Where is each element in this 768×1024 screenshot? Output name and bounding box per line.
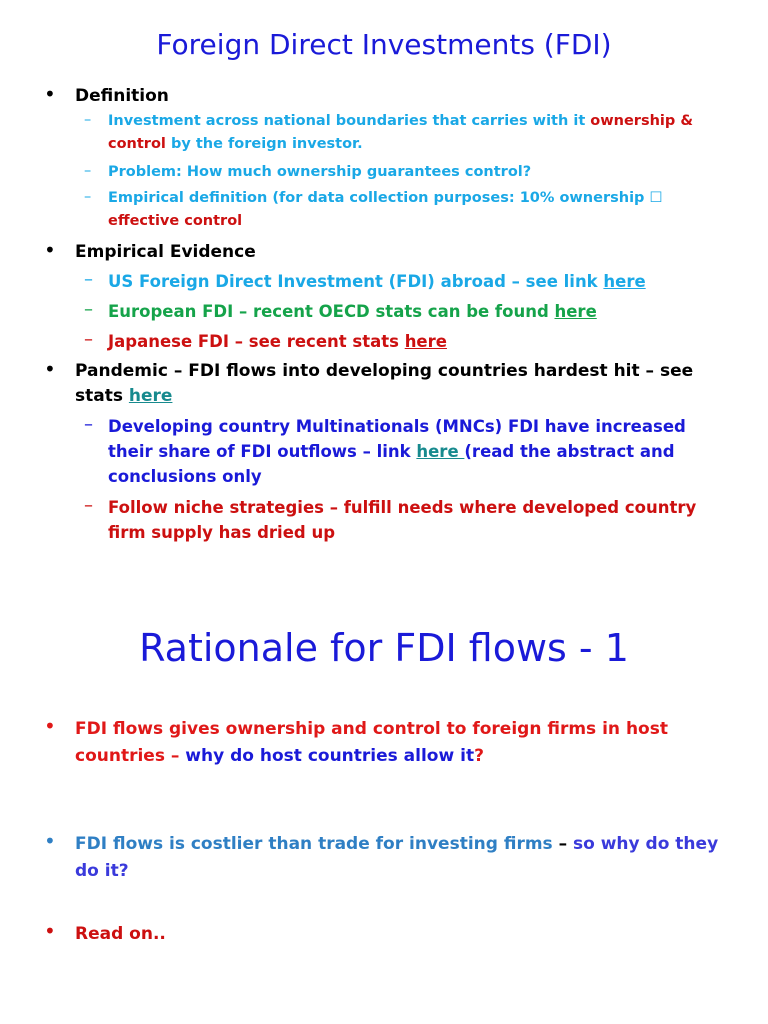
- sub-bullet-us-fdi: [84, 269, 724, 294]
- sub-bullet-text: by the foreign investor.: [165, 136, 363, 152]
- bullet-dot: •: [44, 82, 56, 106]
- sub-bullet-european-fdi: [84, 299, 724, 324]
- sub-bullet-text: US Foreign Direct Investment (FDI) abroad – see link: [108, 272, 604, 291]
- question-mark: ?: [474, 746, 484, 766]
- slide-rationale: [0, 560, 768, 1024]
- bullet-empirical-evidence: [44, 240, 734, 265]
- bullet-dot: •: [44, 238, 56, 262]
- slide-title: Foreign Direct Investments (FDI): [156, 28, 612, 61]
- emphasis-text: ownership & control: [108, 113, 693, 152]
- sub-bullet-problem: [84, 161, 724, 184]
- sub-bullet-dash: –: [84, 112, 92, 128]
- bullet-read-on: [44, 921, 734, 948]
- here-link[interactable]: here: [554, 302, 597, 321]
- bullet-costlier-than-trade: [44, 831, 734, 885]
- bullet-definition: [44, 84, 734, 109]
- here-link[interactable]: here: [416, 442, 465, 461]
- bullet-dot: •: [44, 357, 56, 381]
- sub-bullet-text: Investment across national boundaries that carries with it: [108, 113, 591, 129]
- sub-bullet-dash: –: [84, 269, 93, 290]
- bullet-heading: Empirical Evidence: [75, 242, 256, 262]
- bullet-text: Read on..: [75, 924, 166, 944]
- sub-bullet-text: Developing country Multinationals (MNCs) FDI have increased their share of FDI outflows – link: [108, 417, 686, 461]
- sub-bullet-investment: [84, 110, 724, 156]
- here-link[interactable]: here: [128, 386, 173, 406]
- bullet-pandemic: [44, 359, 734, 409]
- sub-bullet-dash: –: [84, 414, 93, 435]
- sub-bullet-empirical-definition: [84, 187, 724, 233]
- sub-bullet-dash: –: [84, 299, 93, 320]
- sub-bullet-dash: –: [84, 495, 93, 516]
- question-text: so why do they do it?: [75, 834, 719, 881]
- bullet-text: FDI flows is costlier than trade for investing firms: [75, 834, 553, 854]
- sub-bullet-text: European FDI – recent OECD stats can be found: [108, 302, 555, 321]
- bullet-dot: •: [44, 919, 56, 943]
- sub-bullet-dash: –: [84, 189, 92, 205]
- missing-glyph-icon: ☐: [649, 190, 663, 206]
- sub-bullet-niche-strategies: [84, 495, 724, 545]
- slide-title: Rationale for FDI flows - 1: [139, 626, 629, 670]
- emphasis-text: effective control: [108, 213, 243, 229]
- sub-bullet-text: (read the abstract and conclusions only: [108, 442, 675, 486]
- bullet-dot: •: [44, 714, 56, 738]
- sub-bullet-japanese-fdi: [84, 329, 724, 354]
- sub-bullet-text: Follow niche strategies – fulfill needs where developed country firm supply has dried up: [108, 498, 697, 542]
- sub-bullet-dash: –: [84, 163, 92, 179]
- here-link[interactable]: here: [603, 272, 646, 291]
- question-text: why do host countries allow it: [185, 746, 475, 766]
- separator-text: –: [552, 834, 574, 854]
- bullet-heading: Pandemic – FDI flows into developing countries hardest hit – see stats: [75, 361, 694, 406]
- bullet-heading: Definition: [75, 86, 169, 106]
- sub-bullet-text: Empirical definition (for data collection purposes: 10% ownership: [108, 190, 650, 206]
- bullet-dot: •: [44, 829, 56, 853]
- bullet-text: FDI flows gives ownership and control to foreign firms in host countries –: [75, 719, 668, 766]
- sub-bullet-developing-mncs: [84, 414, 724, 489]
- sub-bullet-text: Japanese FDI – see recent stats: [108, 332, 405, 351]
- sub-bullet-dash: –: [84, 329, 93, 350]
- bullet-host-countries: [44, 716, 734, 770]
- sub-bullet-text: Problem: How much ownership guarantees control?: [108, 164, 532, 180]
- here-link[interactable]: here: [404, 332, 447, 351]
